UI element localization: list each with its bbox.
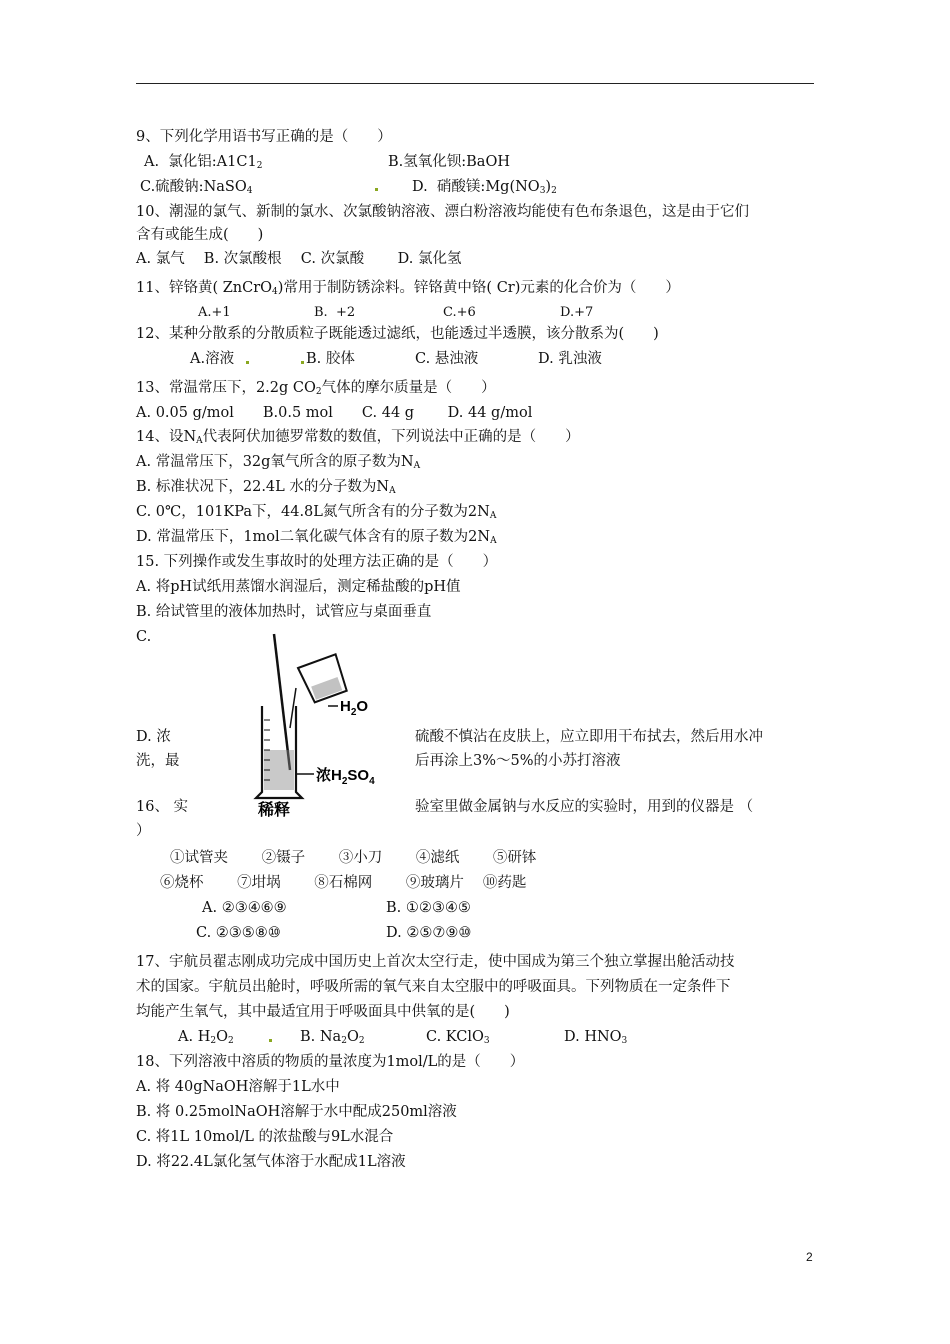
q11-option-b: B. +2 (314, 305, 356, 320)
q9-option-d: D. 硝酸镁$:Mg(NO_3)_2$ (412, 179, 557, 196)
acid-label: 浓$H_2SO_4$ (316, 767, 375, 787)
graduated-cylinder-icon (256, 706, 302, 798)
q17-option-a: A. $H_2O_2$ (178, 1029, 234, 1046)
speck-mark (375, 188, 378, 191)
q9-stem: 9、下列化学用语书写正确的是（ ） (136, 129, 392, 145)
q15-stem: 15. 下列操作或发生事故时的处理方法正确的是（ ） (136, 554, 498, 570)
q17-stem-line1: 17、宇航员翟志刚成功完成中国历史上首次太空行走，使中国成为第三个独立掌握出舱活动技 (136, 954, 735, 970)
q16-option-a: A. ②③④⑥⑨ (202, 900, 287, 916)
q15-option-d-line2-left: 洗，最 (136, 753, 180, 769)
q10-stem-line2: 含有或能生成( ) (136, 227, 264, 243)
q16-option-c: C. ②③⑤⑧⑩ (196, 925, 281, 941)
q10-options: A. 氯气 B. 次氯酸根 C. 次氯酸 D. 氯化氢 (136, 251, 462, 267)
page-number: 2 (806, 1250, 813, 1264)
q18-stem: 18、下列溶液中溶质的物质的量浓度为1mol/L的是（ ） (136, 1054, 525, 1070)
q17-option-b: B. $Na_2O_2$ (300, 1029, 365, 1046)
q12-option-a: A.溶液 (190, 351, 235, 367)
figure-caption: 稀释 (258, 802, 291, 819)
q17-option-d: D. $HNO_3$ (564, 1029, 628, 1046)
q15-option-b: B. 给试管里的液体加热时，试管应与桌面垂直 (136, 604, 432, 620)
beaker-icon (298, 654, 349, 703)
q17-stem-line2: 术的国家。宇航员出舱时，呼吸所需的氧气来自太空服中的呼吸面具。下列物质在一定条件下 (136, 979, 731, 995)
q9-option-c: C.硫酸钠:NaSO$_4$ (140, 179, 253, 196)
q9-option-a: A. 氯化铝$:A1C1_2$ (144, 154, 263, 171)
q15-option-d-line1-right: 硫酸不慎沾在皮肤上，应立即用干布拭去，然后用水冲 (415, 729, 763, 745)
q16-items-line2: ⑥烧杯 ⑦坩埚 ⑧石棉网 ⑨玻璃片 ⑩药匙 (160, 875, 527, 891)
speck-mark (301, 361, 304, 364)
speck-mark (269, 1039, 272, 1042)
q14-option-d: D. 常温常压下，1mol二氧化碳气体含有的原子数为$2N_A$ (136, 529, 497, 546)
q18-option-c: C. 将1L 10mol/L 的浓盐酸与9L水混合 (136, 1129, 394, 1145)
q12-option-c: C. 悬浊液 (415, 351, 479, 367)
q15-option-a: A. 将pH试纸用蒸馏水润湿后，测定稀盐酸的pH值 (136, 579, 461, 595)
glass-rod (274, 634, 290, 770)
q16-option-b: B. ①②③④⑤ (386, 900, 471, 916)
q17-option-c: C. KClO$_3$ (426, 1029, 490, 1046)
q17-stem-line3: 均能产生氧气，其中最适宜用于呼吸面具中供氧的是( ) (136, 1004, 510, 1020)
q10-stem-line1: 10、潮湿的氯气、新制的氯水、次氯酸钠溶液、漂白粉溶液均能使有色布条退色，这是由于它们 (136, 204, 749, 220)
q18-option-d: D. 将22.4L氯化氢气体溶于水配成1L溶液 (136, 1154, 406, 1170)
dilution-figure (240, 630, 390, 822)
q11-option-d: D.+7 (560, 305, 594, 320)
water-label: $H_2O$ (340, 698, 369, 718)
q18-option-a: A. 将 40gNaOH溶解于1L水中 (136, 1079, 340, 1095)
q12-option-d: D. 乳浊液 (538, 351, 602, 367)
q11-option-c: C.+6 (443, 305, 476, 320)
q13-stem: 13、常温常压下，2.2g $CO_2$气体的摩尔质量是（ ） (136, 380, 496, 397)
q13-options: A. 0.05 g/mol B.0.5 mol C. 44 g D. 44 g/mol (136, 405, 533, 421)
speck-mark (246, 361, 249, 364)
q14-option-a: A. 常温常压下，32g氧气所含的原子数为$N_A$ (136, 454, 421, 471)
q11-stem: 11、锌铬黄( ZnCrO$_4$)常用于制防锈涂料。锌铬黄中铬( Cr)元素的化合价为（ ） (136, 280, 680, 297)
q12-option-b: B. 胶体 (306, 351, 355, 367)
q14-stem: 14、设$N_A$代表阿伏加德罗常数的数值，下列说法中正确的是（ ） (136, 429, 580, 446)
q18-option-b: B. 将 0.25molNaOH溶解于水中配成250ml溶液 (136, 1104, 457, 1120)
q12-stem: 12、某种分散系的分散质粒子既能透过滤纸，也能透过半透膜，该分散系为( ) (136, 326, 659, 342)
q11-option-a: A.+1 (198, 305, 231, 320)
q16-option-d: D. ②⑤⑦⑨⑩ (386, 925, 472, 941)
q16-stem-cont: ） (136, 823, 151, 839)
q15-option-d-line2-right: 后再涂上3%～5%的小苏打溶液 (415, 753, 621, 769)
header-rule (136, 83, 814, 84)
q16-stem-left: 16、 实 (136, 799, 189, 815)
q9-option-b: B.氢氧化钡:BaOH (388, 154, 510, 170)
q16-stem-right: 验室里做金属钠与水反应的实验时，用到的仪器是 （ (415, 799, 754, 815)
q15-option-c: C. (136, 629, 152, 645)
q16-items-line1: ①试管夹 ②镊子 ③小刀 ④滤纸 ⑤研钵 (170, 850, 537, 866)
q15-option-d-line1-left: D. 浓 (136, 729, 171, 745)
q14-option-b: B. 标准状况下，22.4L 水的分子数为$N_A$ (136, 479, 396, 496)
q14-option-c: C. 0℃，101KPa下，44.8L氮气所含有的分子数为$2N_A$ (136, 504, 497, 521)
